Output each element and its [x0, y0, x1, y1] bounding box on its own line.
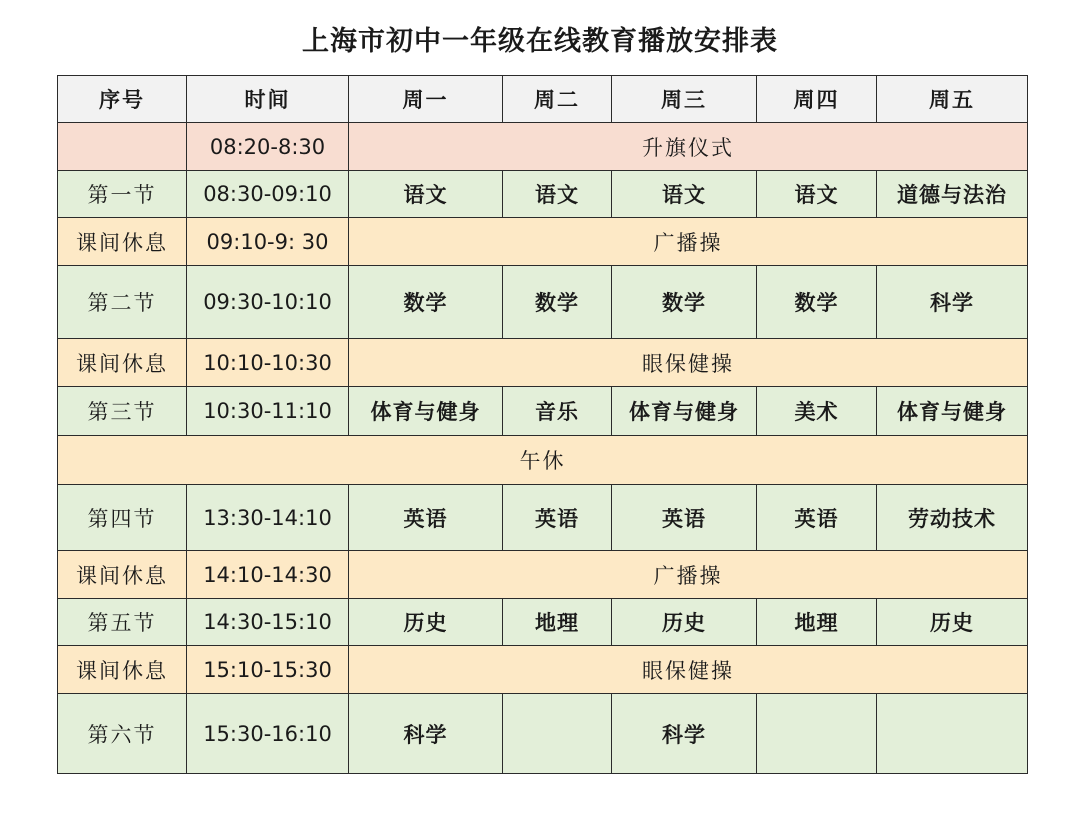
row-time: 10:30-11:10 — [187, 387, 349, 436]
subject-cell-wednesday: 科学 — [612, 694, 757, 774]
row-label: 第二节 — [58, 266, 187, 339]
flag-ceremony-row — [58, 123, 1028, 171]
subject-cell-tuesday: 音乐 — [503, 387, 612, 436]
header-tuesday: 周二 — [503, 76, 612, 123]
subject-cell-friday: 道德与法治 — [877, 171, 1028, 218]
header-thursday: 周四 — [757, 76, 877, 123]
break-row-2 — [58, 339, 1028, 387]
subject-cell-friday: 体育与健身 — [877, 387, 1028, 436]
header-friday: 周五 — [877, 76, 1028, 123]
row-activity: 午休 — [58, 436, 1028, 485]
break-row-4 — [58, 646, 1028, 694]
row-activity: 广播操 — [349, 551, 1028, 599]
period-row-3 — [58, 387, 1028, 436]
row-time: 09:30-10:10 — [187, 266, 349, 339]
subject-cell-tuesday: 英语 — [503, 485, 612, 551]
subject-cell-thursday: 数学 — [757, 266, 877, 339]
row-label: 课间休息 — [58, 551, 187, 599]
row-time: 13:30-14:10 — [187, 485, 349, 551]
row-time: 14:10-14:30 — [187, 551, 349, 599]
subject-cell-monday: 历史 — [349, 599, 503, 646]
subject-cell-wednesday: 数学 — [612, 266, 757, 339]
subject-cell-monday: 语文 — [349, 171, 503, 218]
period-row-2 — [58, 266, 1028, 339]
break-row-3 — [58, 551, 1028, 599]
subject-cell-thursday: 语文 — [757, 171, 877, 218]
subject-cell-wednesday: 体育与健身 — [612, 387, 757, 436]
row-activity: 升旗仪式 — [349, 123, 1028, 171]
subject-cell-monday: 数学 — [349, 266, 503, 339]
subject-cell-wednesday: 历史 — [612, 599, 757, 646]
row-label: 第五节 — [58, 599, 187, 646]
row-label: 第四节 — [58, 485, 187, 551]
subject-cell-tuesday: 数学 — [503, 266, 612, 339]
subject-cell-thursday: 英语 — [757, 485, 877, 551]
header-row — [58, 76, 1028, 123]
subject-cell-monday: 英语 — [349, 485, 503, 551]
row-activity: 眼保健操 — [349, 339, 1028, 387]
header-index: 序号 — [58, 76, 187, 123]
row-activity: 广播操 — [349, 218, 1028, 266]
period-row-6 — [58, 694, 1028, 774]
subject-cell-wednesday: 英语 — [612, 485, 757, 551]
row-label: 第六节 — [58, 694, 187, 774]
row-time: 14:30-15:10 — [187, 599, 349, 646]
row-time: 10:10-10:30 — [187, 339, 349, 387]
row-time: 08:20-8:30 — [187, 123, 349, 171]
subject-cell-friday: 历史 — [877, 599, 1028, 646]
subject-cell-tuesday — [503, 694, 612, 774]
row-time: 09:10-9: 30 — [187, 218, 349, 266]
page-title: 上海市初中一年级在线教育播放安排表 — [302, 26, 778, 57]
row-label: 课间休息 — [58, 339, 187, 387]
subject-cell-thursday: 地理 — [757, 599, 877, 646]
subject-cell-tuesday: 地理 — [503, 599, 612, 646]
subject-cell-monday: 科学 — [349, 694, 503, 774]
subject-cell-monday: 体育与健身 — [349, 387, 503, 436]
period-row-5 — [58, 599, 1028, 646]
subject-cell-tuesday: 语文 — [503, 171, 612, 218]
row-label: 第三节 — [58, 387, 187, 436]
row-time: 15:10-15:30 — [187, 646, 349, 694]
subject-cell-friday: 科学 — [877, 266, 1028, 339]
subject-cell-thursday: 美术 — [757, 387, 877, 436]
subject-cell-wednesday: 语文 — [612, 171, 757, 218]
schedule-table — [57, 75, 1028, 774]
header-monday: 周一 — [349, 76, 503, 123]
row-time: 15:30-16:10 — [187, 694, 349, 774]
row-label: 课间休息 — [58, 218, 187, 266]
header-wednesday: 周三 — [612, 76, 757, 123]
period-row-1 — [58, 171, 1028, 218]
subject-cell-thursday — [757, 694, 877, 774]
subject-cell-friday: 劳动技术 — [877, 485, 1028, 551]
row-label — [58, 123, 187, 171]
period-row-4 — [58, 485, 1028, 551]
row-activity: 眼保健操 — [349, 646, 1028, 694]
row-label: 第一节 — [58, 171, 187, 218]
break-row-1 — [58, 218, 1028, 266]
subject-cell-friday — [877, 694, 1028, 774]
row-label: 课间休息 — [58, 646, 187, 694]
row-time: 08:30-09:10 — [187, 171, 349, 218]
header-time: 时间 — [187, 76, 349, 123]
lunch-row — [58, 436, 1028, 485]
